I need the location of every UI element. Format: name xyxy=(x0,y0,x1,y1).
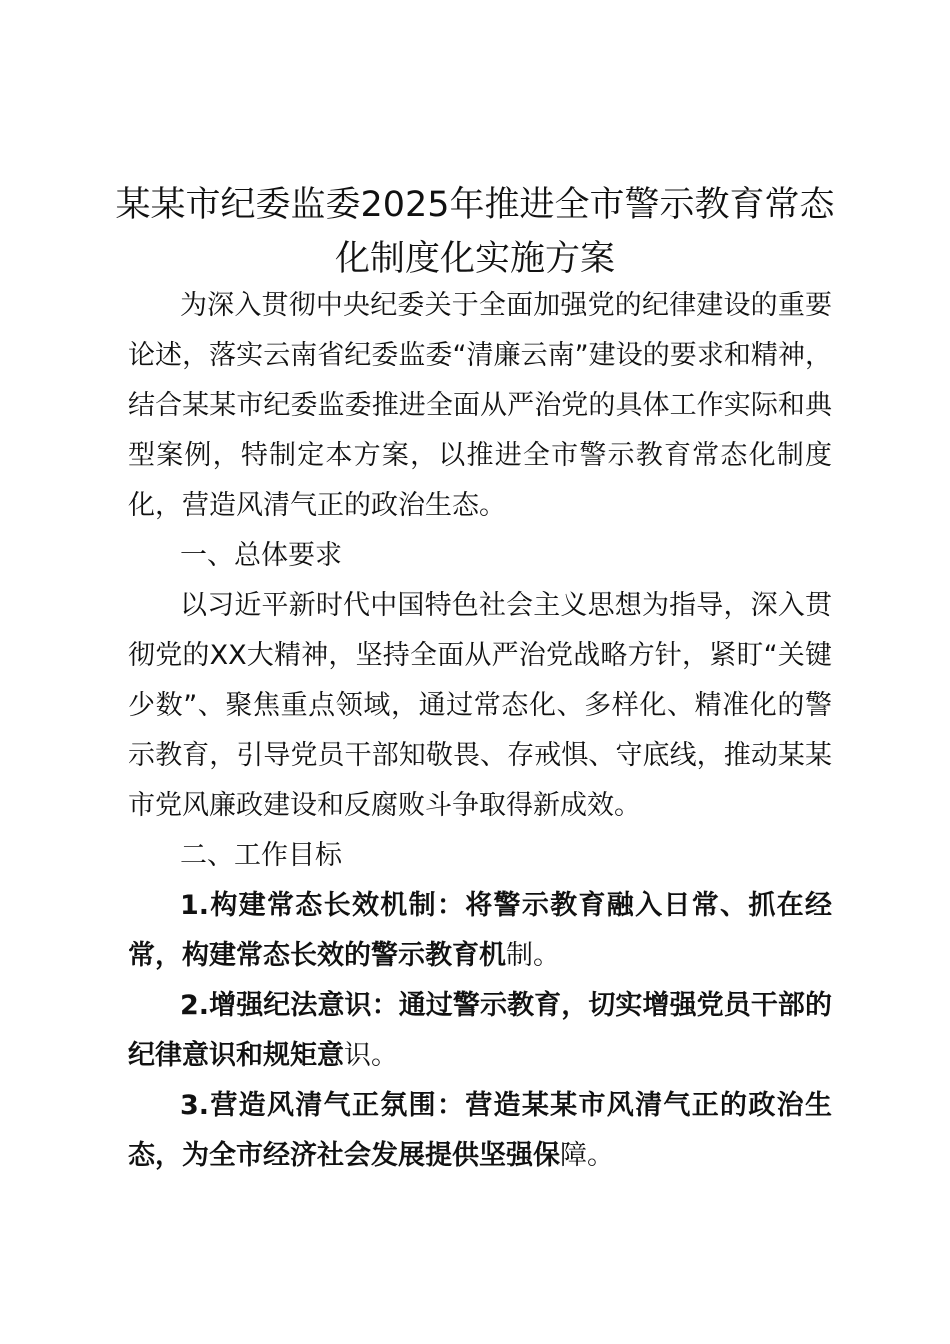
goal-item-1-bold: 1.构建常态长效机制：将警示教育融入日常、抓在经常，构建常态长效的警示教育机 xyxy=(128,890,832,971)
intro-paragraph: 为深入贯彻中央纪委关于全面加强党的纪律建设的重要论述，落实云南省纪委监委“清廉云南”建设的要求和精神，结合某某市纪委监委推进全面从严治党的具体工作实际和典型案例，特制定本方案，以推进全市警示教育常态化制度化，营造风清气正的政治生态。 xyxy=(128,290,832,521)
goal-item-3-bold: 3.营造风清气正氛围：营造某某市风清气正的政治生态，为全市经济社会发展提供坚强保 xyxy=(128,1090,832,1171)
goal-item-2 xyxy=(128,981,832,1081)
section-heading-work-goals: 二、工作目标 xyxy=(180,840,342,871)
general-requirements-paragraph: 以习近平新时代中国特色社会主义思想为指导，深入贯彻党的XX大精神，坚持全面从严治党战略方针，紧盯“关键少数”、聚焦重点领域，通过常态化、多样化、精准化的警示教育，引导党员干部知敬畏、存戒惧、守底线，推动某某市党风廉政建设和反腐败斗争取得新成效。 xyxy=(128,590,832,821)
section-heading-general-requirements: 一、总体要求 xyxy=(180,540,342,571)
document-title: 某某市纪委监委2025年推进全市警示教育常态化制度化实施方案 xyxy=(115,185,835,279)
goal-item-1 xyxy=(128,881,832,981)
goal-item-3-tail: 障。 xyxy=(560,1140,614,1171)
goal-item-2-bold: 2.增强纪法意识：通过警示教育，切实增强党员干部的纪律意识和规矩意 xyxy=(128,990,832,1071)
goal-item-3 xyxy=(128,1081,832,1181)
goal-item-2-tail: 识。 xyxy=(344,1040,398,1071)
goal-item-1-tail: 制。 xyxy=(506,940,560,971)
